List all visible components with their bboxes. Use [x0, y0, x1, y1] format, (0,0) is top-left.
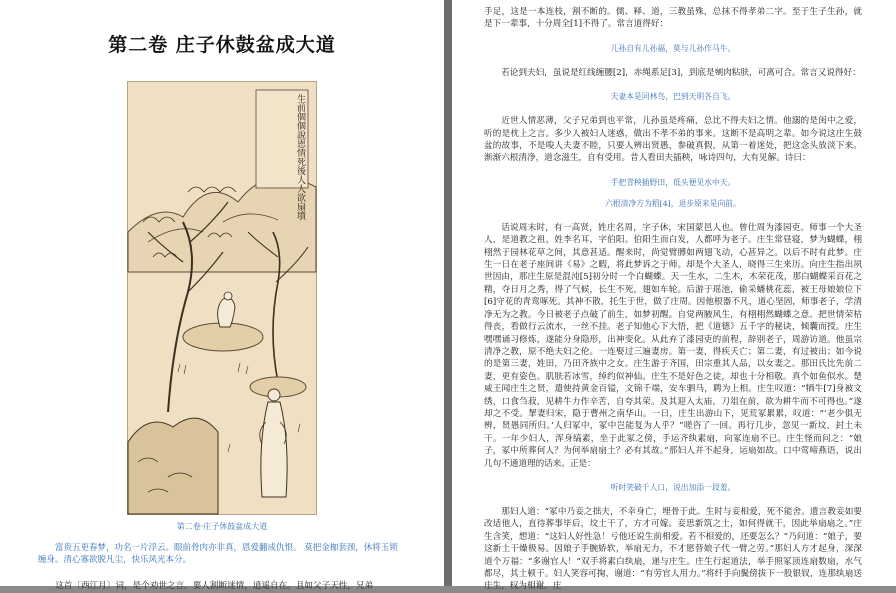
- illustration-caption: 第二卷·庄子休鼓盆成大道: [176, 522, 268, 531]
- chapter-title: 第二卷 庄子休鼓盆成大道: [108, 34, 336, 56]
- paragraph-4: 话说周末时，有一高贤，姓庄名周，字子休，宋国蒙邑人也。曾仕周为漆园吏。师事一个大圣人，是道教之祖，姓李名耳，字伯阳。伯阳生而白发，人都呼为老子。庄生常昼寝，梦为蝴蝶，栩栩然于园林花草之间，其意甚适。醒来时，尚觉臂膊如两翅飞动，心甚异之。以后不时有此梦。庄生一日在老子座间讲《易》之暇，将此梦诉之于师。却是个大圣人，晓得三生来历。向庄生指出夙世因由，那庄生原是混沌[5]初分时一个白蝴蝶。天一生水，二生木，木荣花茂，那白蝴蝶采百花之精，夺日月之秀，得了气候，长生不死，翅如车轮。后游于瑶池，偷采蟠桃花蕊，被王母娘娘位下[6]守花的青鸾啄死。其神不散，托生于世，做了庄周。因他根器不凡，道心坚固，师事老子，学清净无为之教。今日被老子点破了前生，如梦初醒。自觉两腋风生，有栩栩然蝴蝶之意。把世情荣枯得丧，看做行云流水，一丝不挂。老子知他心下大悟，把《道德》五千字的秘诀，倾囊而授。庄生嘿嘿诵习修炼，遂能分身隐形，出神变化。从此弃了漆园吏的前程，辞别老子，周游访道。他虽宗清净之教，原不绝夫妇之伦。一连娶过三遍妻房。第一妻，得疾夭亡；第二妻，有过被出；如今说的是第三妻，姓田，乃田齐族中之女。庄生游于齐国，田宗重其人品，以女妻之。那田氏比先前二妻，更有姿色。肌肤若冰雪，绰约似神仙。庄生不是好色之徒，却也十分相敬。真个如鱼似水。楚威王闻庄生之贤，遣使持黄金百镒，文锦千端，安车驷马，聘为上相。庄生叹道：“牺牛[7]身被文绣，口食刍菽，见耕牛力作辛苦，自夸其荣。及其迎入太庙，刀俎在前，欲为耕牛而不可得也。”遂却之不受。挈妻归宋，隐于曹州之南华山。一日，庄生出游山下，见荒冢累累，叹道：“‘老少俱无辨，贤愚同所归。’人归冢中，冢中岂能复为人乎？”嗟咨了一回。再行几步，忽见一新坟，封土未干。一年少妇人，浑身缟素，坐于此冢之傍，手运齐纨素扇，向冢连扇不已。庄生怪而问之：“娘子，冢中所葬何人？为何举扇扇土？必有其故。”那妇人并不起身，运扇如故。口中莺啼燕语，说出几句不通道理的话来。正是：: [484, 222, 862, 469]
- verse-3b: 六根清净方为稻[4]，退步原来是向前。: [605, 198, 741, 208]
- poem-line-2: 莫把金枷套颈，休将玉锁缠身。清心寡欲脱凡尘，快乐风光本分。: [38, 543, 398, 565]
- left-body-text: 这首〔西江月〕词，是个劝世之言。要人割断迷情，逍遥自在。且如父子天性，兄弟: [55, 581, 374, 591]
- inscription-line-1: 生前個個說恩情: [295, 94, 305, 157]
- paragraph-2: 若论到夫妇，虽说是红线缠腰[2]，赤绳系足[3]，到底是剜肉粘肤，可离可合。常言又说得好：: [501, 67, 861, 78]
- paragraph-1: 手足，这是一本连枝，割不断的。儒、释、道，三教虽殊，总抹不得孝弟二字。至于生子生孙，就是下一辈事，十分周全[1]不得了。常言道得好：: [484, 7, 862, 30]
- woodblock-illustration: [127, 81, 317, 515]
- illustration-inscription: [293, 94, 306, 220]
- verse-4: 听时笑破千人口，说出加添一段羞。: [610, 482, 736, 492]
- opening-poem: [38, 542, 406, 566]
- paragraph-3: 近世人情恶薄，父子兄弟到也平常，儿孙虽是疼痛，总比不得夫妇之情。他溺的是闺中之爱，听的是枕上之言。多少人被妇人迷惑，做出不孝不弟的事来。这断不是高明之辈。如今说这庄生鼓盆的故事，不是唆人夫妻不睦，只要人辨出贤愚，参破真假，从第一着迷处，把这念头放淡下来。渐渐六根清净，道念滋生，自有受用。昔人看田夫插秧，咏诗四句，大有见解。诗曰：: [484, 116, 862, 164]
- left-page: [0, 0, 444, 591]
- book-gutter: [444, 0, 452, 586]
- paragraph-5: 那妇人道：“冢中乃妾之拙夫，不幸身亡，埋骨于此。生时与妾相爱，死不能舍。遗言教妾如要改适他人，直待葬事毕后，坟土干了，方才可嫁。妾思新筑之土，如何得就干，因此举扇扇之。”庄生含笑，想道：“这妇人好性急！亏他还说生前相爱。若不相爱的，还要怎么？”乃问道：“娘子，要这新土干燥极易。因娘子手腕娇软，举扇无力，不才愿替娘子代一臂之劳。”那妇人方才起身，深深道个万福：“多谢官人！”双手将素白纨扇，递与庄生。庄生行起道法，举手照冢顶连扇数扇，水气都尽，其土顿干。妇人笑容可掬，谢道：“有劳官人用力。”将纤手向鬓傍拔下一股银钗，连那纨扇送庄生，权为相谢。庄: [484, 506, 862, 592]
- poem-line-1: 富贵五更春梦，功名一片浮云。眼前骨肉亦非真，恩爱翻成仇恨。: [55, 543, 302, 553]
- verse-3a: 手把青秧插野田，低头便见水中天。: [610, 177, 736, 187]
- illustration-drawing: [128, 82, 316, 514]
- inscription-line-2: 死後人人欲扇墳: [295, 157, 305, 220]
- verse-1: 儿孙自有儿孙福，莫与儿孙作马牛。: [610, 43, 736, 53]
- verse-2: 夫妻本是同林鸟，巴到天明各自飞。: [610, 92, 736, 102]
- right-page: [452, 0, 896, 592]
